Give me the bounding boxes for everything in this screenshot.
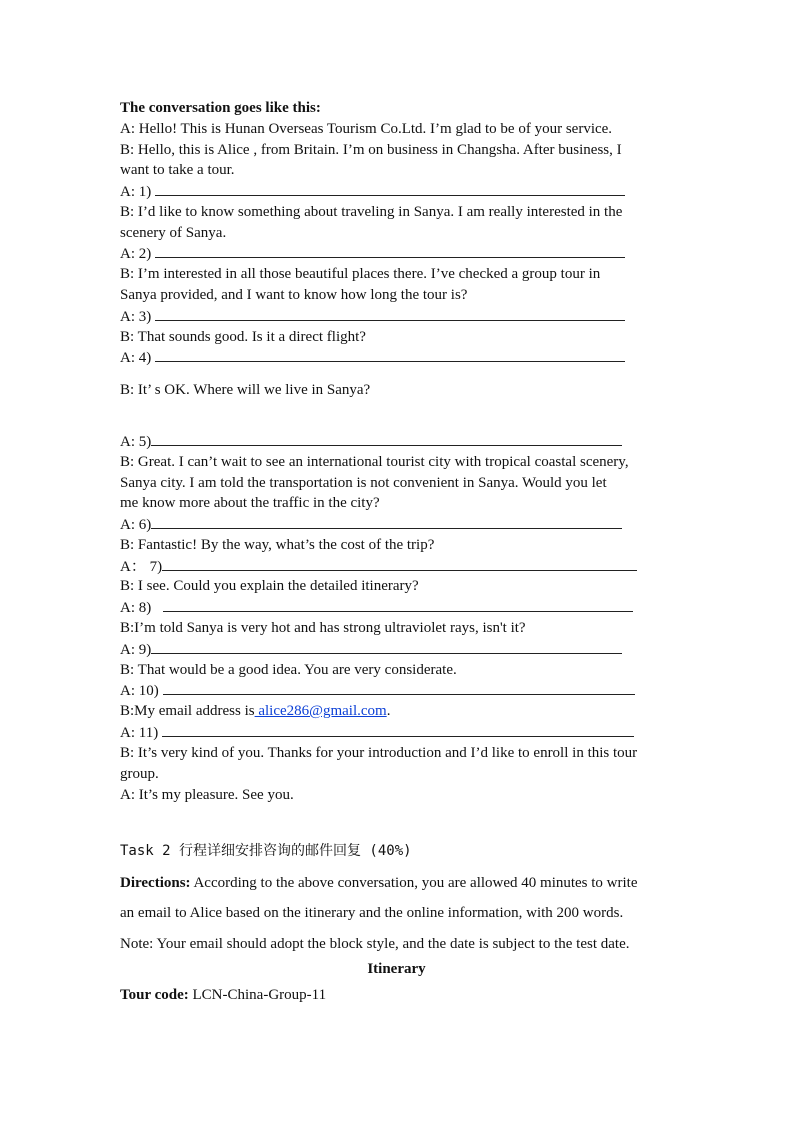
directions-text-1: According to the above conversation, you are allowed 40 minutes to write xyxy=(190,875,638,891)
answer-blank-4[interactable] xyxy=(155,347,625,362)
answer-label-2: A: 2) xyxy=(120,246,152,262)
answer-label-9: A: 9) xyxy=(120,642,152,658)
answer-blank-6[interactable] xyxy=(151,514,622,529)
answer-label-5: A: 5) xyxy=(120,434,152,450)
task2-title: Task 2 行程详细安排咨询的邮件回复 (40%) xyxy=(120,843,412,859)
line-b-enroll-1: B: It’s very kind of you. Thanks for your introduction and I’d like to enroll in this tour xyxy=(120,745,638,761)
tour-code-label: Tour code: xyxy=(120,987,189,1003)
answer-blank-3[interactable] xyxy=(155,306,625,321)
answer-line-11 xyxy=(120,722,634,743)
directions-label: Directions: xyxy=(120,875,191,891)
line-b-transport-3: me know more about the traffic in the city? xyxy=(120,495,380,511)
answer-line-3 xyxy=(120,306,625,327)
line-b-places-1: B: I’m interested in all those beautiful places there. I’ve checked a group tour in xyxy=(120,266,601,282)
answer-label-4: A: 4) xyxy=(120,350,152,366)
answer-line-8 xyxy=(120,597,633,618)
answer-line-5 xyxy=(120,431,622,452)
line-b-considerate: B: That would be a good idea. You are very considerate. xyxy=(120,662,457,678)
line-b-transport-2: Sanya city. I am told the transportation is not convenient in Sanya. Would you let xyxy=(120,475,607,491)
answer-blank-9[interactable] xyxy=(151,639,622,654)
answer-line-4 xyxy=(120,347,625,368)
answer-label-8: A: 8) xyxy=(120,600,152,616)
answer-line-9 xyxy=(120,639,622,660)
answer-label-11: A: 11) xyxy=(120,725,159,741)
line-b-itinerary: B: I see. Could you explain the detailed itinerary? xyxy=(120,578,419,594)
answer-blank-2[interactable] xyxy=(155,243,625,258)
email-link[interactable]: alice286@gmail.com xyxy=(254,703,387,719)
line-a-greeting: A: Hello! This is Hunan Overseas Tourism Co.Ltd. I’m glad to be of your service. xyxy=(120,121,613,137)
line-b-transport-1: B: Great. I can’t wait to see an international tourist city with tropical coastal scenery, xyxy=(120,454,629,470)
line-b-flight: B: That sounds good. Is it a direct flight? xyxy=(120,329,366,345)
line-b-sanya-1: B: I’d like to know something about traveling in Sanya. I am really interested in the xyxy=(120,204,623,220)
answer-blank-10[interactable] xyxy=(163,680,635,695)
answer-blank-1[interactable] xyxy=(155,181,625,196)
answer-label-6: A: 6) xyxy=(120,517,152,533)
line-a-farewell: A: It’s my pleasure. See you. xyxy=(120,787,294,803)
answer-blank-8[interactable] xyxy=(163,597,633,612)
answer-line-6 xyxy=(120,514,622,535)
email-prefix: B:My email address is xyxy=(120,703,255,719)
answer-label-3: A: 3) xyxy=(120,309,152,325)
answer-blank-5[interactable] xyxy=(151,431,622,446)
itinerary-title: Itinerary xyxy=(367,961,426,977)
line-b-email xyxy=(120,701,390,721)
directions-line-2: an email to Alice based on the itinerary and the online information, with 200 words. xyxy=(120,905,624,921)
line-b-cost: B: Fantastic! By the way, what’s the cost of the trip? xyxy=(120,537,435,553)
answer-line-10 xyxy=(120,680,635,701)
answer-blank-7[interactable] xyxy=(162,556,637,571)
line-b-places-2: Sanya provided, and I want to know how long the tour is? xyxy=(120,287,468,303)
line-b-sanya-2: scenery of Sanya. xyxy=(120,225,227,241)
answer-line-1 xyxy=(120,181,625,202)
tour-code-line xyxy=(120,985,326,1005)
answer-label-1: A: 1) xyxy=(120,184,152,200)
conversation-heading: The conversation goes like this: xyxy=(120,100,321,116)
answer-label-10: A: 10) xyxy=(120,683,159,699)
answer-line-2 xyxy=(120,243,625,264)
line-b-hot-weather: B:I’m told Sanya is very hot and has strong ultraviolet rays, isn't it? xyxy=(120,620,526,636)
line-b-intro-1: B: Hello, this is Alice , from Britain. I’m on business in Changsha. After business, I xyxy=(120,142,622,158)
email-suffix: . xyxy=(386,703,391,719)
answer-line-7 xyxy=(120,556,637,577)
line-b-intro-2: want to take a tour. xyxy=(120,162,235,178)
line-b-enroll-2: group. xyxy=(120,766,159,782)
answer-blank-11[interactable] xyxy=(162,722,634,737)
directions-line-1 xyxy=(120,873,638,893)
answer-label-7: A： 7) xyxy=(120,559,163,575)
tour-code-value: LCN-China-Group-11 xyxy=(188,987,327,1003)
line-b-accommodation: B: It’ s OK. Where will we live in Sanya? xyxy=(120,382,371,398)
directions-note: Note: Your email should adopt the block style, and the date is subject to the test date. xyxy=(120,936,630,952)
